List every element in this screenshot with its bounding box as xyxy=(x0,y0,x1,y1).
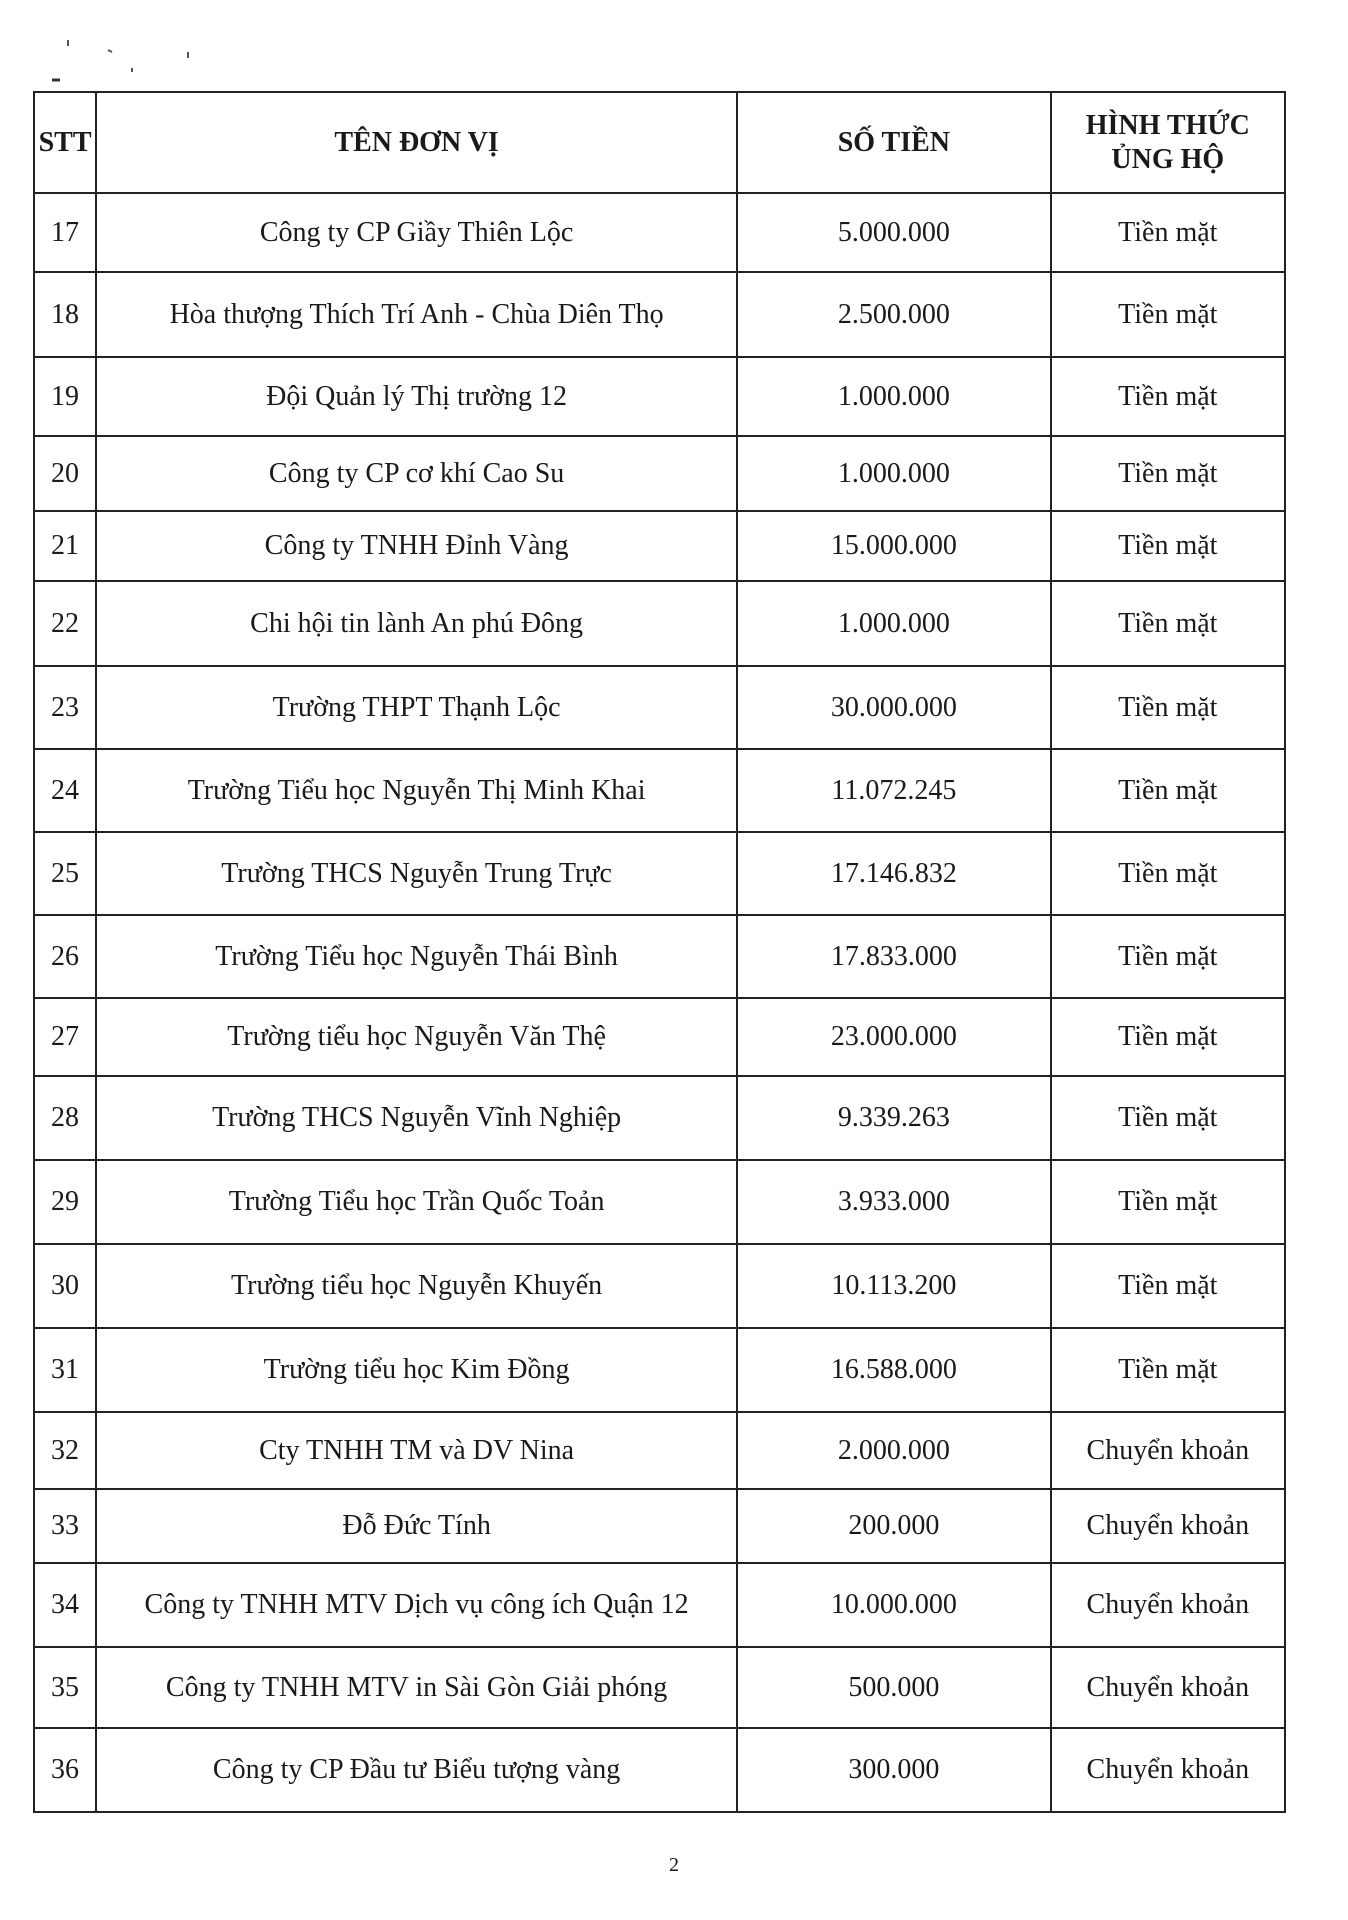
table-row xyxy=(34,1244,1285,1328)
cell-stt: 26 xyxy=(34,915,96,998)
cell-form: Tiền mặt xyxy=(1051,749,1285,832)
cell-name: Công ty CP cơ khí Cao Su xyxy=(96,436,737,511)
cell-amount: 16.588.000 xyxy=(737,1328,1051,1412)
cell-name: Công ty CP Giầy Thiên Lộc xyxy=(96,193,737,272)
table-row xyxy=(34,749,1285,832)
cell-form: Tiền mặt xyxy=(1051,915,1285,998)
cell-stt: 34 xyxy=(34,1563,96,1647)
cell-stt: 30 xyxy=(34,1244,96,1328)
cell-amount: 30.000.000 xyxy=(737,666,1051,749)
cell-name: Đỗ Đức Tính xyxy=(96,1489,737,1563)
cell-stt: 29 xyxy=(34,1160,96,1244)
table-row xyxy=(34,1647,1285,1728)
cell-name: Chi hội tin lành An phú Đông xyxy=(96,581,737,666)
cell-form: Tiền mặt xyxy=(1051,832,1285,915)
cell-name: Công ty CP Đầu tư Biểu tượng vàng xyxy=(96,1728,737,1812)
cell-amount: 2.500.000 xyxy=(737,272,1051,357)
cell-form: Tiền mặt xyxy=(1051,581,1285,666)
cell-stt: 21 xyxy=(34,511,96,581)
cell-amount: 17.146.832 xyxy=(737,832,1051,915)
table-row xyxy=(34,193,1285,272)
table-row xyxy=(34,1328,1285,1412)
cell-form: Tiền mặt xyxy=(1051,193,1285,272)
cell-stt: 17 xyxy=(34,193,96,272)
cell-amount: 23.000.000 xyxy=(737,998,1051,1076)
cell-stt: 28 xyxy=(34,1076,96,1160)
cell-stt: 24 xyxy=(34,749,96,832)
cell-name: Công ty TNHH Đỉnh Vàng xyxy=(96,511,737,581)
cell-stt: 20 xyxy=(34,436,96,511)
cell-form: Tiền mặt xyxy=(1051,272,1285,357)
cell-amount: 9.339.263 xyxy=(737,1076,1051,1160)
cell-stt: 36 xyxy=(34,1728,96,1812)
header-amount: SỐ TIỀN xyxy=(737,92,1051,193)
table-row xyxy=(34,1412,1285,1489)
table-row xyxy=(34,1728,1285,1812)
table-row xyxy=(34,1489,1285,1563)
header-stt: STT xyxy=(34,92,96,193)
cell-form: Tiền mặt xyxy=(1051,666,1285,749)
cell-form: Tiền mặt xyxy=(1051,1160,1285,1244)
table-row xyxy=(34,1160,1285,1244)
cell-form: Tiền mặt xyxy=(1051,511,1285,581)
cell-amount: 10.113.200 xyxy=(737,1244,1051,1328)
cell-form: Chuyển khoản xyxy=(1051,1563,1285,1647)
cell-amount: 15.000.000 xyxy=(737,511,1051,581)
table-row xyxy=(34,1563,1285,1647)
cell-name: Đội Quản lý Thị trường 12 xyxy=(96,357,737,436)
cell-stt: 27 xyxy=(34,998,96,1076)
table-row xyxy=(34,511,1285,581)
cell-name: Hòa thượng Thích Trí Anh - Chùa Diên Thọ xyxy=(96,272,737,357)
cell-amount: 5.000.000 xyxy=(737,193,1051,272)
table-body xyxy=(34,193,1285,1812)
cell-stt: 18 xyxy=(34,272,96,357)
cell-stt: 35 xyxy=(34,1647,96,1728)
cell-amount: 3.933.000 xyxy=(737,1160,1051,1244)
cell-amount: 1.000.000 xyxy=(737,581,1051,666)
table-row xyxy=(34,998,1285,1076)
page-number: 2 xyxy=(669,1854,679,1876)
header-form xyxy=(1051,92,1285,193)
cell-amount: 10.000.000 xyxy=(737,1563,1051,1647)
cell-name: Trường THPT Thạnh Lộc xyxy=(96,666,737,749)
table-row xyxy=(34,832,1285,915)
cell-amount: 300.000 xyxy=(737,1728,1051,1812)
cell-name: Trường tiểu học Nguyễn Khuyến xyxy=(96,1244,737,1328)
cell-form: Tiền mặt xyxy=(1051,1076,1285,1160)
cell-stt: 33 xyxy=(34,1489,96,1563)
cell-stt: 22 xyxy=(34,581,96,666)
table-row xyxy=(34,436,1285,511)
cell-amount: 1.000.000 xyxy=(737,357,1051,436)
cell-stt: 31 xyxy=(34,1328,96,1412)
cell-form: Chuyển khoản xyxy=(1051,1412,1285,1489)
header-name: TÊN ĐƠN VỊ xyxy=(96,92,737,193)
cell-form: Tiền mặt xyxy=(1051,998,1285,1076)
cell-form: Tiền mặt xyxy=(1051,357,1285,436)
cell-stt: 23 xyxy=(34,666,96,749)
cell-name: Cty TNHH TM và DV Nina xyxy=(96,1412,737,1489)
cell-form: Chuyển khoản xyxy=(1051,1728,1285,1812)
cell-form: Tiền mặt xyxy=(1051,1244,1285,1328)
cell-name: Trường Tiểu học Trần Quốc Toản xyxy=(96,1160,737,1244)
cell-name: Trường Tiểu học Nguyễn Thị Minh Khai xyxy=(96,749,737,832)
cell-name: Trường tiểu học Kim Đồng xyxy=(96,1328,737,1412)
cell-form: Tiền mặt xyxy=(1051,436,1285,511)
table-row xyxy=(34,581,1285,666)
scan-marks xyxy=(50,38,210,88)
cell-name: Trường Tiểu học Nguyễn Thái Bình xyxy=(96,915,737,998)
table-row xyxy=(34,357,1285,436)
cell-stt: 25 xyxy=(34,832,96,915)
cell-name: Trường THCS Nguyễn Trung Trực xyxy=(96,832,737,915)
cell-amount: 11.072.245 xyxy=(737,749,1051,832)
cell-name: Công ty TNHH MTV Dịch vụ công ích Quận 12 xyxy=(96,1563,737,1647)
cell-amount: 200.000 xyxy=(737,1489,1051,1563)
header-form-label: HÌNH THỨC ỦNG HỘ xyxy=(1085,109,1250,175)
donation-table xyxy=(33,91,1286,1813)
cell-stt: 19 xyxy=(34,357,96,436)
cell-amount: 2.000.000 xyxy=(737,1412,1051,1489)
table-row xyxy=(34,272,1285,357)
cell-stt: 32 xyxy=(34,1412,96,1489)
cell-form: Chuyển khoản xyxy=(1051,1647,1285,1728)
cell-amount: 500.000 xyxy=(737,1647,1051,1728)
cell-amount: 1.000.000 xyxy=(737,436,1051,511)
table-header-row xyxy=(34,92,1285,193)
cell-form: Tiền mặt xyxy=(1051,1328,1285,1412)
cell-amount: 17.833.000 xyxy=(737,915,1051,998)
cell-name: Công ty TNHH MTV in Sài Gòn Giải phóng xyxy=(96,1647,737,1728)
table-row xyxy=(34,1076,1285,1160)
cell-name: Trường tiểu học Nguyễn Văn Thệ xyxy=(96,998,737,1076)
cell-form: Chuyển khoản xyxy=(1051,1489,1285,1563)
cell-name: Trường THCS Nguyễn Vĩnh Nghiệp xyxy=(96,1076,737,1160)
table-row xyxy=(34,915,1285,998)
table-row xyxy=(34,666,1285,749)
